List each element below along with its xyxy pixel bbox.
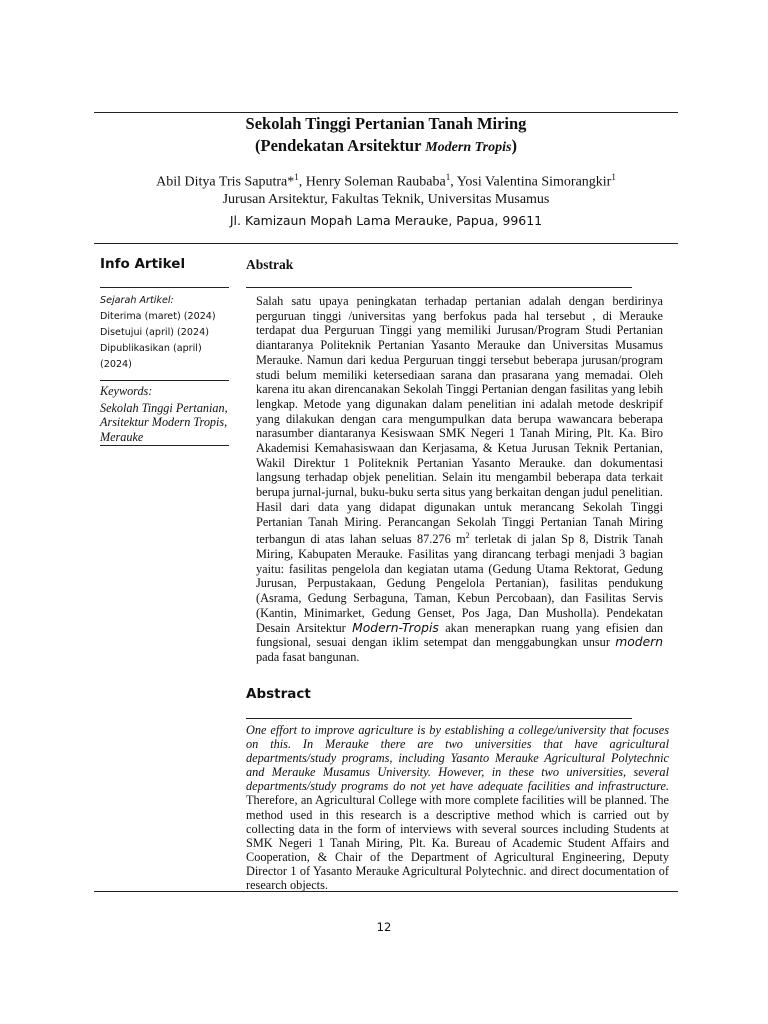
subtitle-prefix: (Pendekatan Arsitektur [255, 136, 426, 155]
page-number: 12 [376, 920, 392, 934]
info-artikel-rule [100, 287, 229, 288]
author-1-affil: 1 [294, 172, 299, 182]
abstract-body [246, 723, 669, 892]
address: Jl. Kamizaun Mopah Lama Merauke, Papua, 99611 [229, 213, 543, 228]
author-1: Abil Ditya Tris Saputra* [156, 174, 295, 190]
author-list [94, 172, 678, 191]
history-rule [100, 380, 229, 381]
abstrak-part-1: Salah satu upaya peningkatan terhadap pertanian adalah dengan berdirinya perguruan tinggi /universitas yang berfokus pada hal tersebut , di Merauke terdapat dua Perguruan Tinggi yang memiliki Jurusan/Program Studi Pertanian diantaranya Politeknik Pertanian Yasanto Merauke dan Universitas Musamus Merauke. Namun dari kedua Perguruan tinggi tersebut beberapa jurusan/program studi belum memiliki ketersediaan sarana dan prasarana yang memadai. Oleh karena itu akan direncanakan Sekolah Tinggi Pertanian dengan fasilitas yang lebih lengkap. Metode yang digunakan dalam penelitian ini adalah metode deskripif yang dilakukan dengan cara mengumpulkan data berupa wawancara beberapa narasumber diantaranya Kesiswaan SMK Negeri 1 Tanah Miring, Plt. Ka. Biro Akademisi Kemahasiswaan dan Kerjasama, & Ketua Jurusan Teknik Pertanian, Wakil Direktur 1 Politeknik Pertanian Yasanto Merauke. dan dokumentasi langsung terhadap objek penelitian. Selain itu mengambil beberapa data terkait berupa jurnal-jurnal, buku-buku serta situs yang berkaitan dengan judul penelitian. Hasil dari data yang didapat digunakan untuk merancang Sekolah Tinggi Pertanian Tanah Miring. Perancangan Sekolah Tinggi Pertanian Tanah Miring terbangun di atas lahan seluas 87.276 m [256, 294, 663, 547]
author-3: Yosi Valentina Simorangkir [456, 174, 612, 190]
paper-title: Sekolah Tinggi Pertanian Tanah Miring [245, 114, 527, 133]
abstract-italic: One effort to improve agriculture is by establishing a college/university that focuses on this. In Merauke there are two universities that have agricultural departments/study programs, including Yasanto Merauke Agricultural Polytechnic and Merauke Musamus University. However, in these two universities, several departments/study programs do not yet have adequate facilities and infrastructure. [246, 723, 669, 794]
affiliation: Jurusan Arsitektur, Fakultas Teknik, Universitas Musamus [222, 192, 550, 207]
abstrak-body [256, 294, 663, 665]
history-received: Diterima (maret) (2024) [100, 311, 216, 322]
top-rule [94, 112, 678, 113]
article-history [100, 293, 232, 373]
abstrak-part-4: pada fasat bangunan. [256, 649, 360, 664]
keywords-block [100, 384, 232, 444]
subtitle-italic: Modern Tropis [425, 140, 512, 155]
abstrak-italic-1: Modern-Tropis [352, 620, 439, 635]
area-unit-sup: 2 [465, 531, 470, 541]
author-sep-2: , [450, 174, 457, 190]
author-3-affil: 1 [611, 172, 616, 182]
keywords-label: Keywords: [100, 384, 153, 398]
bottom-rule [94, 891, 678, 892]
history-label: Sejarah Artikel: [100, 295, 174, 306]
abstrak-italic-2: modern [615, 635, 663, 650]
abstract-rule [246, 718, 632, 719]
abstrak-heading: Abstrak [246, 257, 294, 272]
history-published: Dipublikasikan (april) (2024) [100, 343, 202, 370]
info-artikel-heading: Info Artikel [100, 256, 186, 272]
author-sep-1: , [298, 174, 306, 190]
author-2-affil: 1 [445, 172, 451, 182]
subtitle-suffix: ) [511, 136, 517, 155]
author-2: Henry Soleman Raubaba [305, 174, 446, 190]
keywords-rule [100, 445, 229, 446]
abstract-normal: Therefore, an Agricultural College with more complete facilities will be planned. The method used in this research is a descriptive method which is carried out by collecting data in the form of interviews with several sources including Students at SMK Negeri 1 Tanah Miring, Plt. Ka. Bureau of Academic Student Affairs and Cooperation, & Chair of the Department of Agricultural Engineering, Deputy Director 1 of Yasanto Merauke Agricultural Polytechnic. and direct documentation of research objects. [246, 793, 669, 893]
paper-subtitle [94, 136, 678, 156]
history-approved: Disetujui (april) (2024) [100, 327, 209, 338]
header-bottom-rule [94, 243, 678, 244]
abstrak-part-3: akan menerapkan ruang yang efisien dan fungsional, sesuai dengan iklim setempat dan menggabungkan unsur [256, 620, 663, 650]
abstrak-part-2: terletak di jalan Sp 8, Distrik Tanah Miring, Kabupaten Merauke. Fasilitas yang dirancang terbagi menjadi 3 bagian yaitu: fasilitas pengelola dan kegiatan utama (Gedung Utama Rektorat, Gedung Jurusan, Perpustakaan, Gedung Pengelola Pertanian), fasilitas pendukung (Asrama, Gedung Serbaguna, Taman, Kebun Percobaan), dan Fasilitas Servis (Kantin, Minimarket, Gedung Genset, Pos Jaga, Dan Musholla). Pendekatan Desain Arsitektur [256, 532, 663, 635]
keywords-text: Sekolah Tinggi Pertanian, Arsitektur Modern Tropis, Merauke [100, 400, 228, 444]
abstract-heading: Abstract [246, 686, 311, 702]
abstrak-rule [246, 287, 632, 288]
